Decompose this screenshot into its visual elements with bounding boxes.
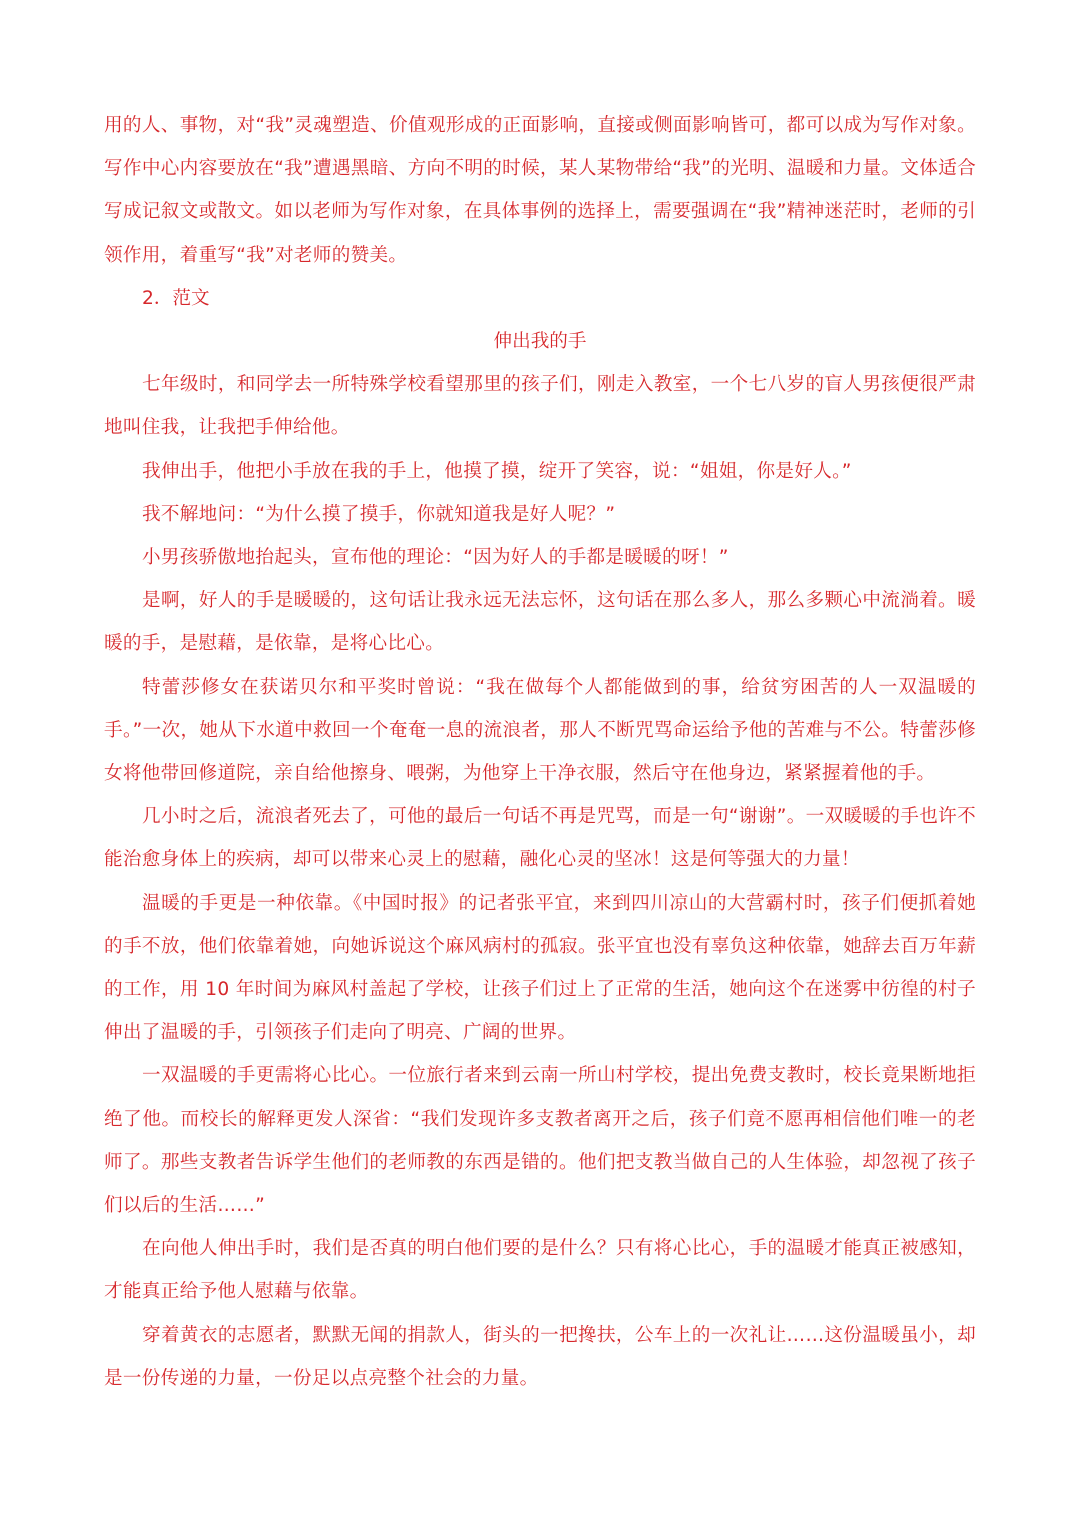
essay-paragraph: 特蕾莎修女在获诺贝尔和平奖时曾说：“我在做每个人都能做到的事，给贫穷困苦的人一双温暖的手。”一次，她从下水道中救回一个奄奄一息的流浪者，那人不断咒骂命运给予他的苦难与不公。特蕾莎修女将他带回修道院，亲自给他擦身、喂粥，为他穿上干净衣服，然后守在他身边，紧紧握着他的手。 xyxy=(104,676,976,785)
essay-paragraph: 小男孩骄傲地抬起头，宣布他的理论：“因为好人的手都是暖暖的呀！” xyxy=(142,547,729,569)
essay-paragraph: 我不解地问：“为什么摸了摸手，你就知道我是好人呢？” xyxy=(142,503,616,525)
essay-paragraph: 穿着黄衣的志愿者，默默无闻的捐款人，街头的一把搀扶，公车上的一次礼让……这份温暖虽小，却是一份传递的力量，一份足以点亮整个社会的力量。 xyxy=(104,1324,976,1389)
essay-paragraph: 几小时之后，流浪者死去了，可他的最后一句话不再是咒骂，而是一句“谢谢”。一双暖暖的手也许不能治愈身体上的疾病，却可以带来心灵上的慰藉，融化心灵的坚冰！这是何等强大的力量！ xyxy=(104,806,976,871)
intro-paragraph: 用的人、事物，对“我”灵魂塑造、价值观形成的正面影响，直接或侧面影响皆可，都可以成为写作对象。写作中心内容要放在“我”遭遇黑暗、方向不明的时候，某人某物带给“我”的光明、温暖和力量。文体适合写成记叙文或散文。如以老师为写作对象，在具体事例的选择上，需要强调在“我”精神迷茫时，老师的引领作用，着重写“我”对老师的赞美。 xyxy=(104,115,976,266)
essay-paragraph: 七年级时，和同学去一所特殊学校看望那里的孩子们，刚走入教室，一个七八岁的盲人男孩便很严肃地叫住我，让我把手伸给他。 xyxy=(104,374,976,439)
essay-paragraph: 温暖的手更是一种依靠。《中国时报》的记者张平宜，来到四川凉山的大营霸村时，孩子们便抓着她的手不放，他们依靠着她，向她诉说这个麻风病村的孤寂。张平宜也没有辜负这种依靠，她辞去百万年薪的工作，用 10 年时间为麻风村盖起了学校，让孩子们过上了正常的生活，她向这个在迷雾中彷徨的村子伸出了温暖的手，引领孩子们走向了明亮、广阔的世界。 xyxy=(104,892,976,1044)
essay-paragraph: 一双温暖的手更需将心比心。一位旅行者来到云南一所山村学校，提出免费支教时，校长竟果断地拒绝了他。而校长的解释更发人深省：“我们发现许多支教者离开之后，孩子们竟不愿再相信他们唯一的老师了。那些支教者告诉学生他们的老师教的东西是错的。他们把支教当做自己的人生体验，却忽视了孩子们以后的生活……” xyxy=(104,1065,976,1217)
document-body xyxy=(104,104,976,1400)
essay-title: 伸出我的手 xyxy=(493,331,587,353)
essay-paragraph: 是啊，好人的手是暖暖的，这句话让我永远无法忘怀，这句话在那么多人，那么多颗心中流淌着。暖暖的手，是慰藉，是依靠，是将心比心。 xyxy=(104,590,976,655)
essay-paragraph: 我伸出手，他把小手放在我的手上，他摸了摸，绽开了笑容，说：“姐姐，你是好人。” xyxy=(142,460,852,482)
essay-paragraph: 在向他人伸出手时，我们是否真的明白他们要的是什么？只有将心比心，手的温暖才能真正被感知，才能真正给予他人慰藉与依靠。 xyxy=(104,1238,976,1303)
section-label: 2．范文 xyxy=(142,287,210,309)
